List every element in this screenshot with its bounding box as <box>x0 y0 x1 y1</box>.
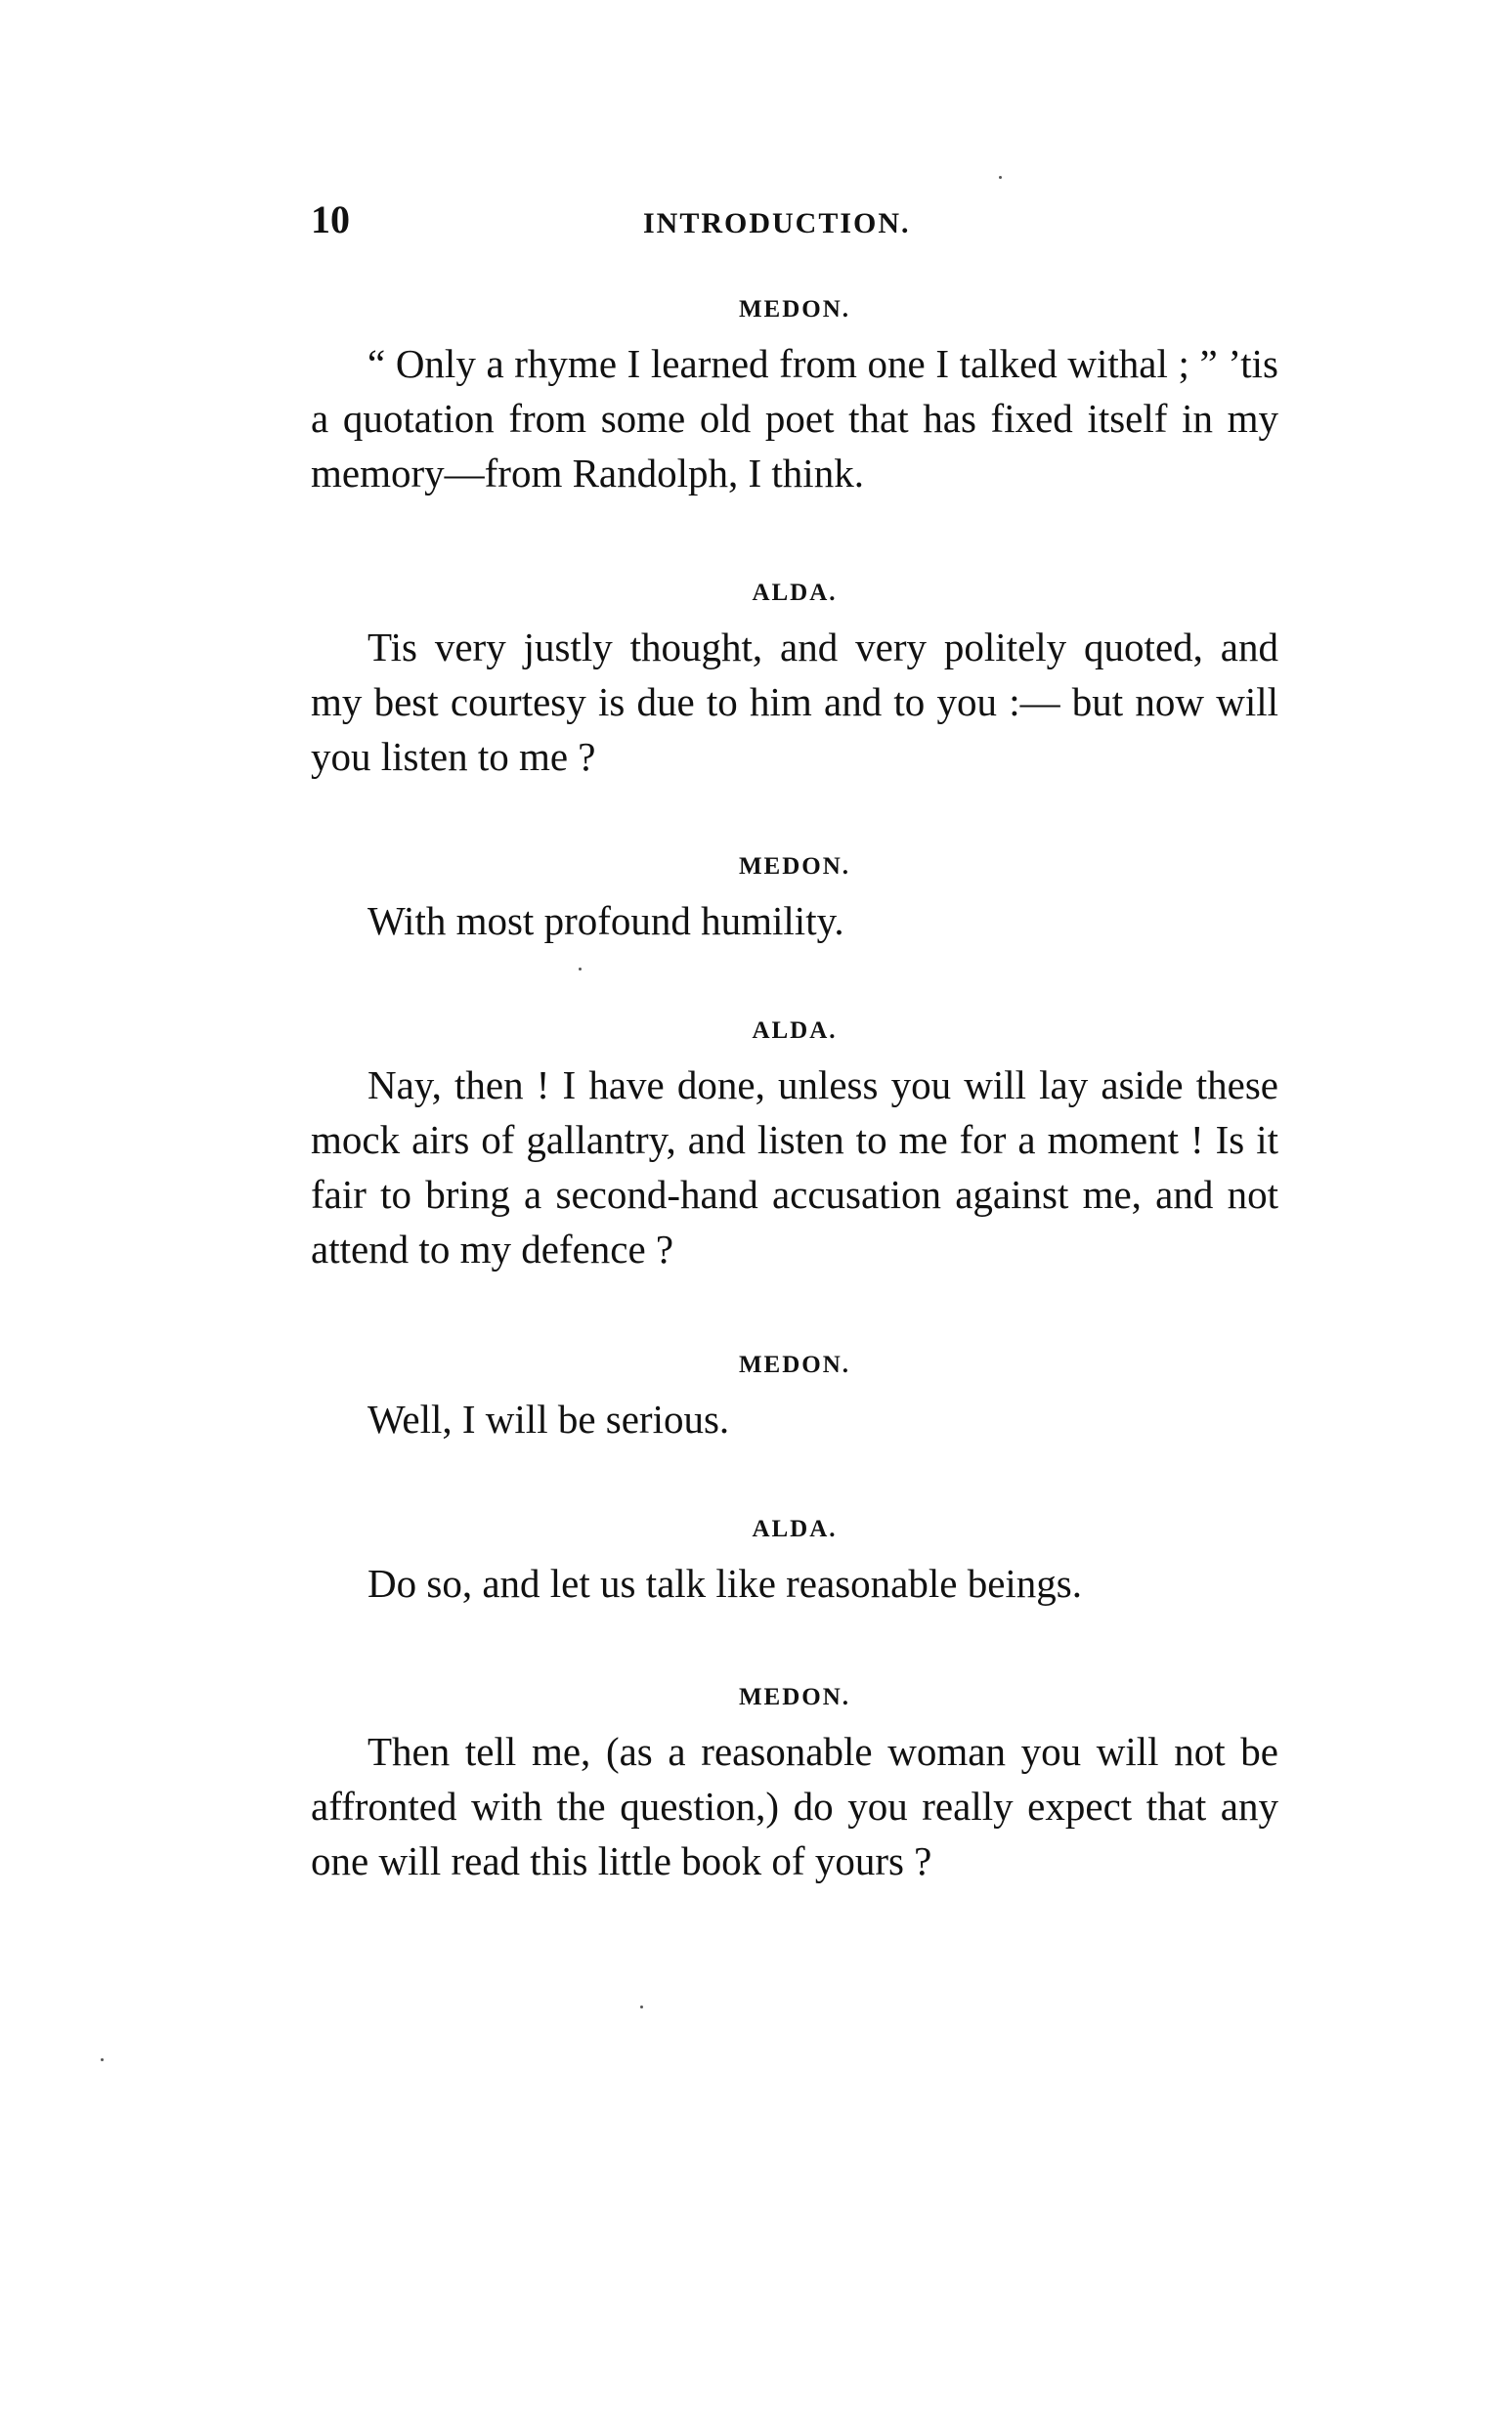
speaker-name: MEDON. <box>738 1352 851 1378</box>
speech-text: Nay, then ! I have done, unless you will lay aside these mock airs of gallantry, and listen to me for a moment ! Is it fair to bring a second-hand accusation against me, and not attend to my defence ? <box>311 1062 1278 1272</box>
running-head: INTRODUCTION. <box>643 207 911 239</box>
dialogue-entry-1 <box>311 293 1278 500</box>
dialogue-entry-3 <box>311 850 1278 948</box>
dialogue-entry-5 <box>311 1349 1278 1446</box>
speech-text: Then tell me, (as a reasonable woman you will not be affronted with the question,) do you really expect that any one will read this little book of yours ? <box>311 1729 1278 1883</box>
dialogue-entry-4 <box>311 1014 1278 1276</box>
page-number: 10 <box>311 197 350 241</box>
speech-text: Tis very justly thought, and very politely quoted, and my best courtesy is due to him and to you :— but now will you listen to me ? <box>311 625 1278 779</box>
speech-text: Well, I will be serious. <box>367 1397 730 1442</box>
dialogue-entry-6 <box>311 1513 1278 1611</box>
speaker-name: MEDON. <box>738 1684 851 1710</box>
dialogue-entry-7 <box>311 1681 1278 1888</box>
page-header <box>311 195 1278 244</box>
speaker-name: ALDA. <box>752 580 838 606</box>
speaker-name: MEDON. <box>738 296 851 323</box>
speaker-name: ALDA. <box>752 1017 838 1044</box>
speech-text: Do so, and let us talk like reasonable beings. <box>367 1561 1082 1606</box>
paper-speck <box>579 968 582 971</box>
speech-text: With most profound humility. <box>367 898 844 943</box>
paper-speck <box>999 176 1002 179</box>
speaker-name: MEDON. <box>738 853 851 880</box>
speaker-name: ALDA. <box>752 1516 838 1542</box>
dialogue-entry-2 <box>311 577 1278 784</box>
speech-text: “ Only a rhyme I learned from one I talked withal ; ” ’tis a quotation from some old poet that has fixed itself in my memory—from Randolph, I think. <box>311 341 1278 496</box>
paper-speck <box>640 2006 643 2008</box>
paper-speck <box>101 2058 104 2061</box>
